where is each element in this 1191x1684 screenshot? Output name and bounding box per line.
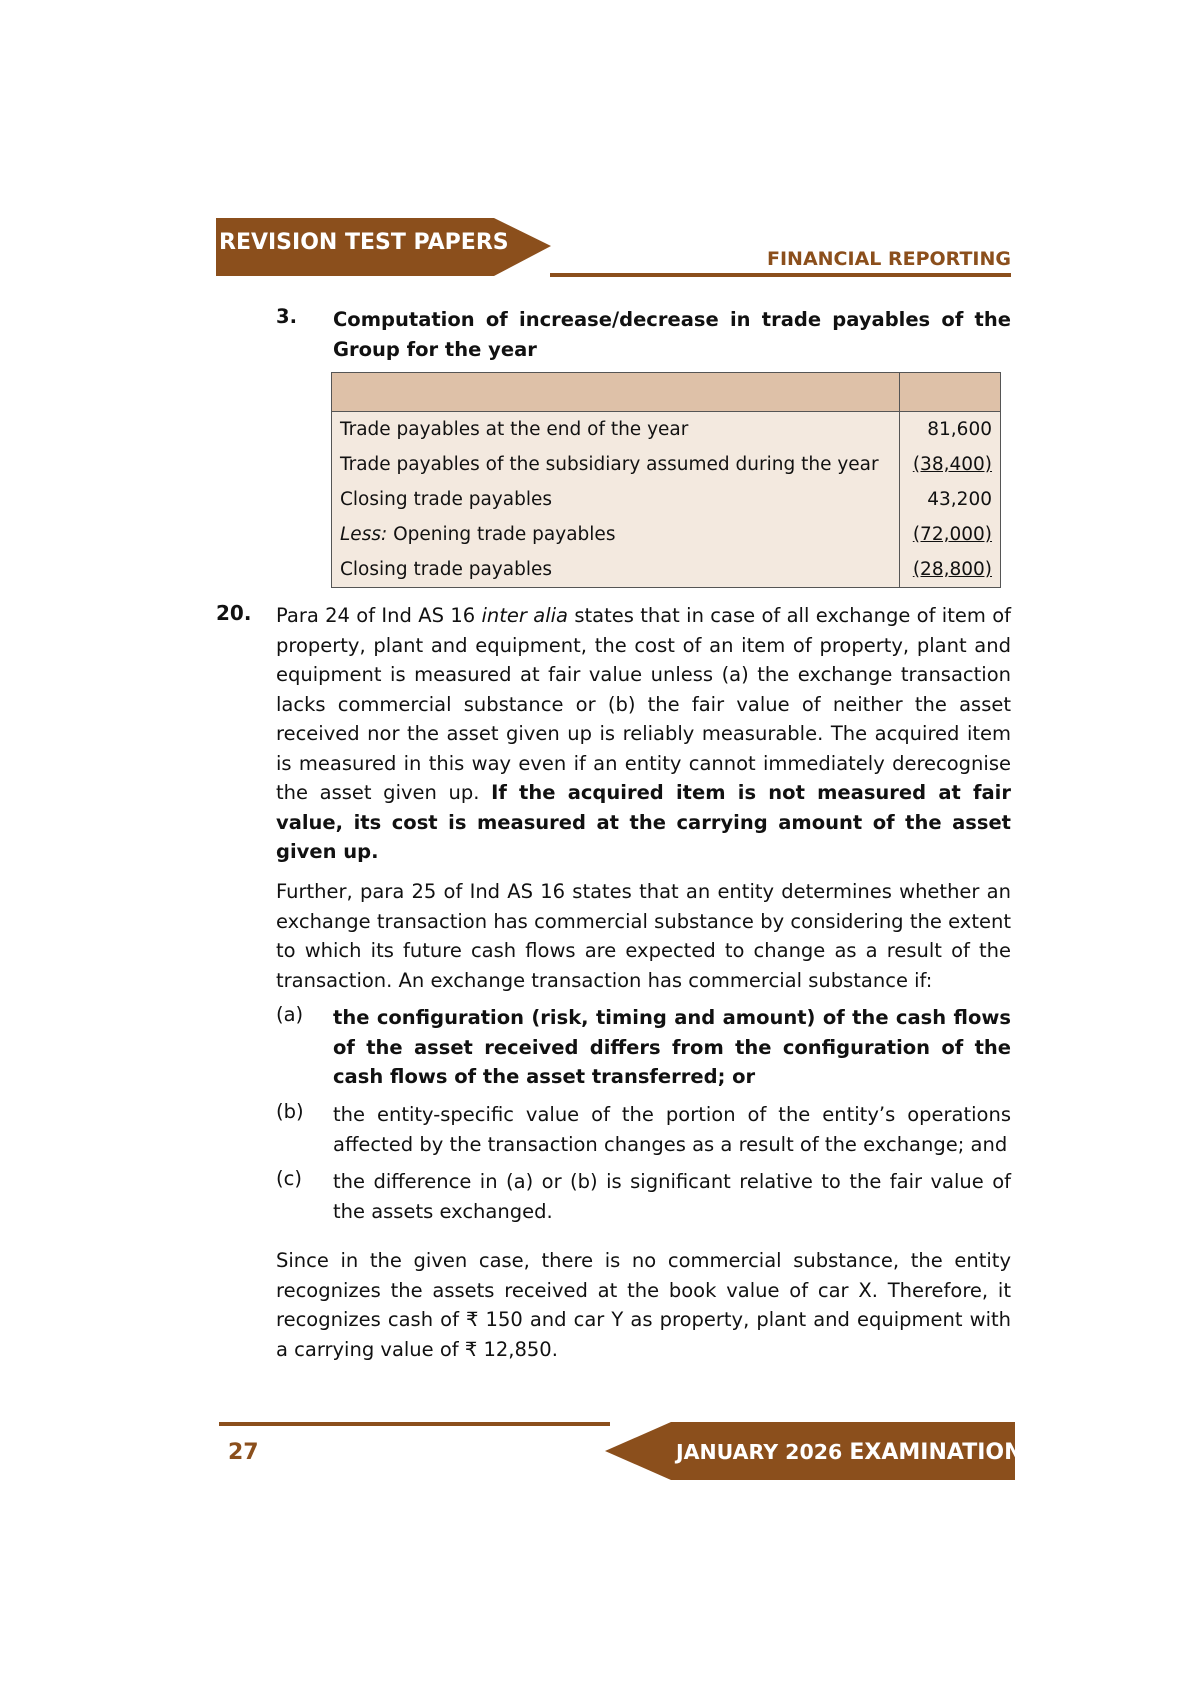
header-title: REVISION TEST PAPERS	[219, 230, 509, 255]
row-amount: (38,400)	[912, 454, 992, 475]
list-item-text: the configuration (risk, timing and amount) of the cash flows of the asset received differs from the configuration of the cash flows of the asset transferred; or	[333, 1006, 1011, 1088]
table-row	[332, 447, 1001, 482]
row-amount: (72,000)	[912, 524, 992, 545]
header-rule	[550, 273, 1011, 277]
table-row	[332, 412, 1001, 448]
list-item-label: (b)	[276, 1100, 304, 1123]
row-label-prefix: Less:	[340, 524, 388, 545]
row-label: Closing trade payables	[332, 482, 900, 517]
list-item-label: (a)	[276, 1003, 304, 1026]
exam-label: JANUARY 2026 EXAMINATION	[676, 1440, 1023, 1465]
section-number: 3.	[276, 305, 297, 328]
table-header-cell	[332, 373, 900, 412]
row-label: Trade payables at the end of the year	[332, 412, 900, 448]
paragraph: Para 24 of Ind AS 16 inter alia states that in case of all exchange of item of property, plant and equipment, the cost of an item of property, plant and equipment is measured at fair value unless (a) the exchange transaction lacks commercial substance or (b) the fair value of neither the asset received nor the asset given up is reliably measurable. The acquired item is measured in this way even if an entity cannot immediately derecognise the asset given up. If the acquired item is not measured at fair value, its cost is measured at the carrying amount of the asset given up.	[276, 604, 1011, 863]
row-amount: (28,800)	[912, 559, 992, 580]
question-number: 20.	[216, 601, 252, 625]
payables-table	[331, 372, 1001, 588]
header-subject: FINANCIAL REPORTING	[767, 248, 1011, 270]
list-item-text: the entity-specific value of the portion of the entity’s operations affected by the transaction changes as a result of the exchange; and	[333, 1103, 1011, 1156]
row-amount: 43,200	[900, 482, 1001, 517]
section-heading: Computation of increase/decrease in trade payables of the Group for the year	[333, 308, 1011, 361]
page-number: 27	[228, 1440, 259, 1465]
row-label: Less: Opening trade payables	[332, 517, 900, 552]
footer-rule	[219, 1422, 610, 1426]
list-item-text: the difference in (a) or (b) is significant relative to the fair value of the assets exchanged.	[333, 1170, 1011, 1223]
table-header-row	[332, 373, 1001, 412]
list-item-label: (c)	[276, 1167, 302, 1190]
row-label: Closing trade payables	[332, 552, 900, 588]
paragraph: Since in the given case, there is no commercial substance, the entity recognizes the assets received at the book value of car X. Therefore, it recognizes cash of ₹ 150 and car Y as property, plant and equipment with a carrying value of ₹ 12,850.	[276, 1249, 1011, 1361]
table-row	[332, 517, 1001, 552]
paragraph: Further, para 25 of Ind AS 16 states that an entity determines whether an exchange transaction has commercial substance by considering the extent to which its future cash flows are expected to change as a result of the transaction. An exchange transaction has commercial substance if:	[276, 880, 1011, 992]
table-row	[332, 482, 1001, 517]
table-row	[332, 552, 1001, 588]
row-amount: 81,600	[900, 412, 1001, 448]
row-label: Trade payables of the subsidiary assumed during the year	[332, 447, 900, 482]
table-header-cell	[900, 373, 1001, 412]
